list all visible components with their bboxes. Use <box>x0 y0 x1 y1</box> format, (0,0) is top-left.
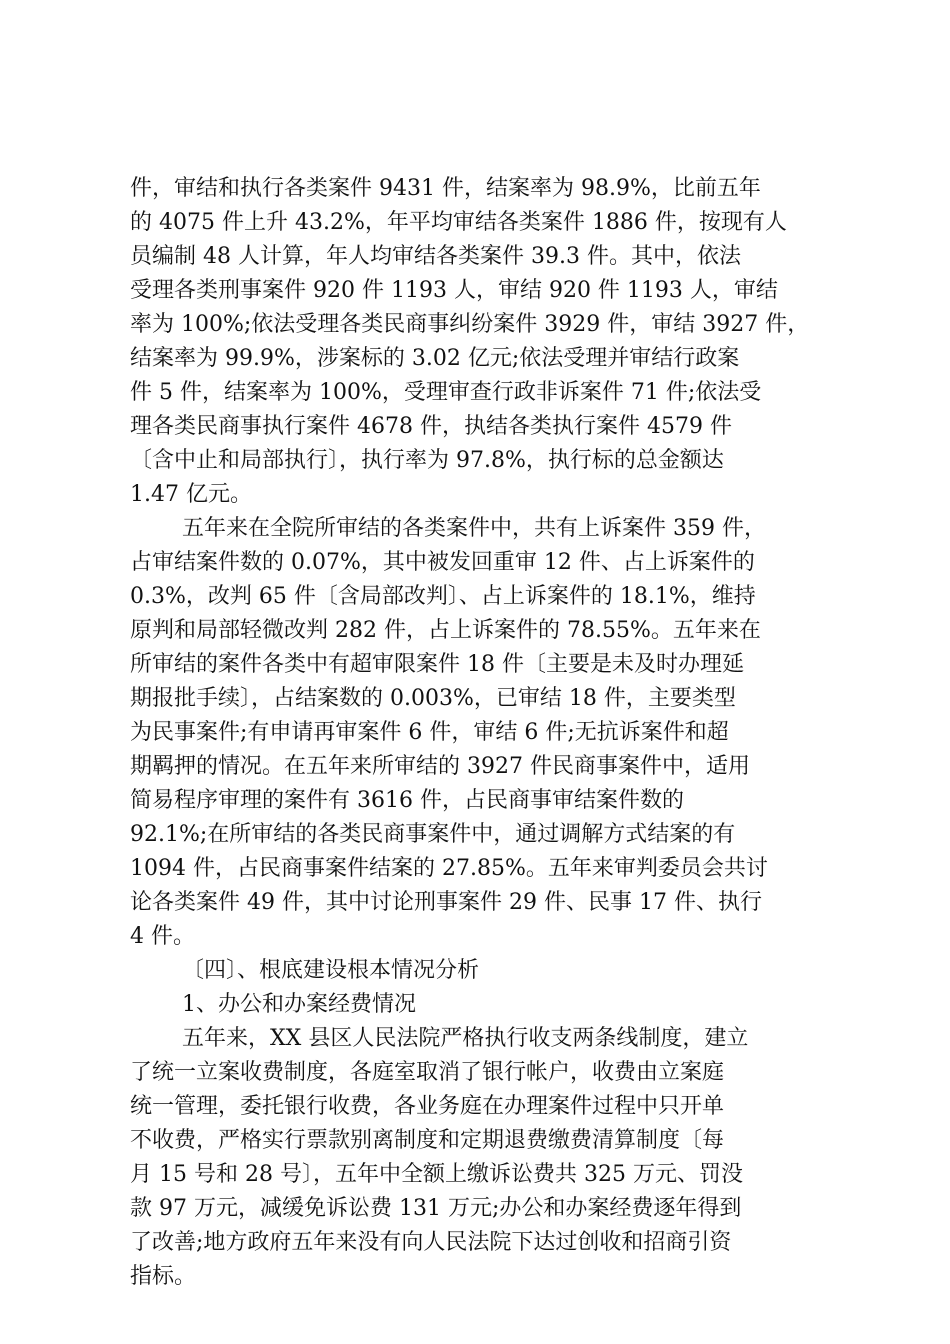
text-line: 期报批手续〕，占结案数的 0.003%，已审结 18 件，主要类型 <box>130 686 736 711</box>
text-line: 理各类民商事执行案件 4678 件，执结各类执行案件 4579 件 <box>130 414 732 439</box>
text-line: 不收费，严格实行票款别离制度和定期退费缴费清算制度〔每 <box>130 1128 725 1153</box>
text-line: 占审结案件数的 0.07%，其中被发回重审 12 件、占上诉案件的 <box>130 550 755 575</box>
text-line: 1.47 亿元。 <box>130 482 252 507</box>
section-heading: 〔四〕、根底建设根本情况分析 <box>182 958 480 983</box>
text-line: 了改善;地方政府五年来没有向人民法院下达过创收和招商引资 <box>130 1230 732 1255</box>
text-line: 所审结的案件各类中有超审限案件 18 件〔主要是未及时办理延 <box>130 652 744 677</box>
text-line: 论各类案件 49 件，其中讨论刑事案件 29 件、民事 17 件、执行 <box>130 890 762 915</box>
paragraph-first-line: 五年来，XX 县区人民法院严格执行收支两条线制度，建立 <box>182 1026 749 1051</box>
subsection-heading: 1、办公和办案经费情况 <box>182 992 416 1017</box>
text-line: 件 5 件，结案率为 100%，受理审查行政非诉案件 71 件;依法受 <box>130 380 762 405</box>
text-line: 了统一立案收费制度，各庭室取消了银行帐户，收费由立案庭 <box>130 1060 725 1085</box>
text-line: 4 件。 <box>130 924 195 949</box>
paragraph-first-line: 五年来在全院所审结的各类案件中，共有上诉案件 359 件， <box>182 516 766 541</box>
text-line: 0.3%，改判 65 件〔含局部改判〕、占上诉案件的 18.1%，维持 <box>130 584 756 609</box>
text-line: 统一管理，委托银行收费，各业务庭在办理案件过程中只开单 <box>130 1094 725 1119</box>
text-line: 1094 件，占民商事案件结案的 27.85%。五年来审判委员会共讨 <box>130 856 768 881</box>
document-page <box>130 172 830 1294</box>
text-line: 简易程序审理的案件有 3616 件，占民商事审结案件数的 <box>130 788 684 813</box>
text-line: 的 4075 件上升 43.2%，年平均审结各类案件 1886 件，按现有人 <box>130 210 787 235</box>
text-line: 结案率为 99.9%，涉案标的 3.02 亿元;依法受理并审结行政案 <box>130 346 740 371</box>
text-line: 92.1%;在所审结的各类民商事案件中，通过调解方式结案的有 <box>130 822 736 847</box>
text-line: 款 97 万元，减缓免诉讼费 131 万元;办公和办案经费逐年得到 <box>130 1196 742 1221</box>
text-line: 指标。 <box>130 1264 197 1289</box>
text-line: 月 15 号和 28 号〕，五年中全额上缴诉讼费共 325 万元、罚没 <box>130 1162 743 1187</box>
text-line: 受理各类刑事案件 920 件 1193 人，审结 920 件 1193 人，审结 <box>130 278 778 303</box>
text-line: 原判和局部轻微改判 282 件，占上诉案件的 78.55%。五年来在 <box>130 618 761 643</box>
text-line: 件，审结和执行各类案件 9431 件，结案率为 98.9%，比前五年 <box>130 176 761 201</box>
text-line: 为民事案件;有申请再审案件 6 件，审结 6 件;无抗诉案件和超 <box>130 720 729 745</box>
text-line: 员编制 48 人计算，年人均审结各类案件 39.3 件。其中，依法 <box>130 244 741 269</box>
text-line: 期羁押的情况。在五年来所审结的 3927 件民商事案件中，适用 <box>130 754 750 779</box>
text-line: 〔含中止和局部执行〕，执行率为 97.8%，执行标的总金额达 <box>130 448 724 473</box>
text-line: 率为 100%;依法受理各类民商事纠纷案件 3929 件，审结 3927 件， <box>130 312 810 337</box>
